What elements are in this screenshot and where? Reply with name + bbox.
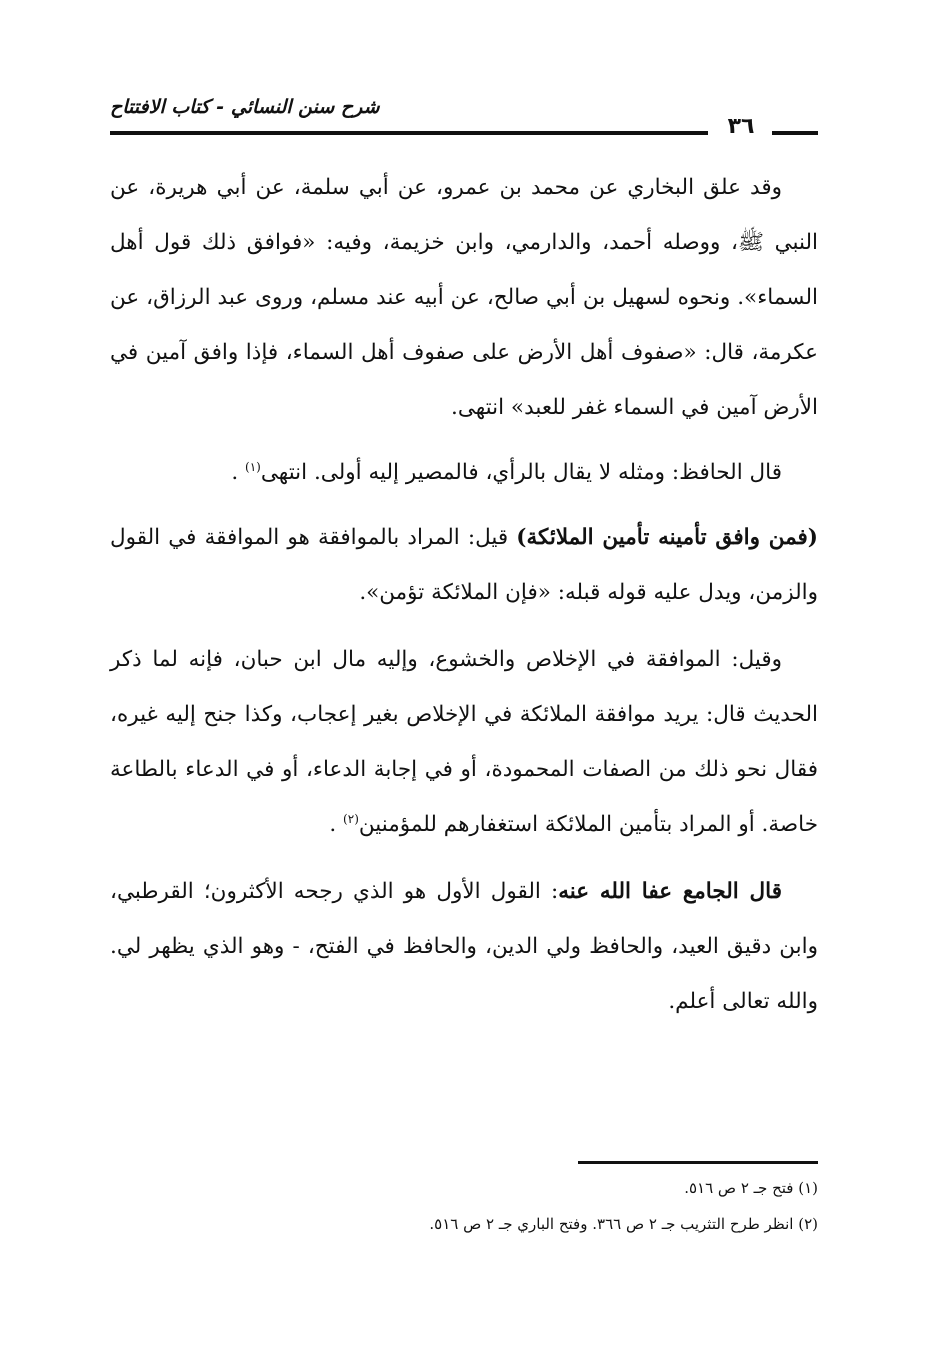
paragraph-4-text: وقيل: الموافقة في الإخلاص والخشوع، وإليه مال ابن حبان، فإنه لما ذكر الحديث قال: يريد موافقة الملائكة في الإخلاص بغير إعجاب، وكذا جنح إليه غيره، فقال نحو ذلك من الصفات المحمودة، أو في إجابة الدعاء، أو في الدعاء بالطاعة خاصة. أو المراد بتأمين الملائكة استغفارهم للمؤمنين — [110, 647, 818, 837]
footnotes — [110, 1170, 818, 1242]
footnote-rule — [578, 1161, 818, 1164]
footnote-ref-1: (١) — [245, 459, 261, 474]
paragraph-4-end: . — [329, 812, 344, 837]
paragraph-3 — [110, 510, 818, 620]
paragraph-3-text: قيل: المراد بالموافقة هو الموافقة في القول والزمن، ويدل عليه قوله قبله: «فإن الملائكة تؤمن». — [110, 525, 818, 605]
main-text — [110, 160, 818, 1029]
footnote-ref-2: (٢) — [343, 811, 359, 826]
author-heading: قال الجامع عفا الله عنه — [558, 879, 782, 904]
footnote-2: (٢) انظر طرح التثريب جـ ٢ ص ٣٦٦. وفتح الباري جـ ٢ ص ٥١٦. — [429, 1215, 818, 1233]
paragraph-2-end: . — [231, 460, 246, 485]
footnote-1: (١) فتح جـ ٢ ص ٥١٦. — [684, 1179, 818, 1197]
paragraph-1: وقد علق البخاري عن محمد بن عمرو، عن أبي سلمة، عن أبي هريرة، عن النبي ﷺ، ووصله أحمد، والدارمي، وابن خزيمة، وفيه: «فوافق ذلك قول أهل السماء». ونحوه لسهيل بن أبي صالح، عن أبيه عند مسلم، وروى عبد الرزاق، عن عكرمة، قال: «صفوف أهل الأرض على صفوف أهل السماء، فإذا وافق آمين في الأرض آمين في السماء غفر للعبد» انتهى. — [110, 175, 818, 420]
header-rule-short — [772, 131, 818, 135]
page-number: ٣٦ — [727, 114, 755, 139]
hadith-phrase: (فمن وافق تأمينه تأمين الملائكة) — [516, 525, 818, 550]
header-rule — [110, 131, 708, 135]
paragraph-5 — [110, 864, 818, 1029]
paragraph-5-text: : القول الأول هو الذي رجحه الأكثرون؛ القرطبي، وابن دقيق العيد، والحافظ ولي الدين، والحافظ في الفتح، - وهو الذي يظهر لي. والله تعالى أعلم. — [110, 879, 818, 1014]
paragraph-2 — [110, 445, 818, 500]
running-title: شرح سنن النسائي - كتاب الافتتاح — [110, 96, 380, 118]
paragraph-4 — [110, 632, 818, 852]
paragraph-2-text: قال الحافظ: ومثله لا يقال بالرأي، فالمصير إليه أولى. انتهى — [260, 460, 782, 485]
